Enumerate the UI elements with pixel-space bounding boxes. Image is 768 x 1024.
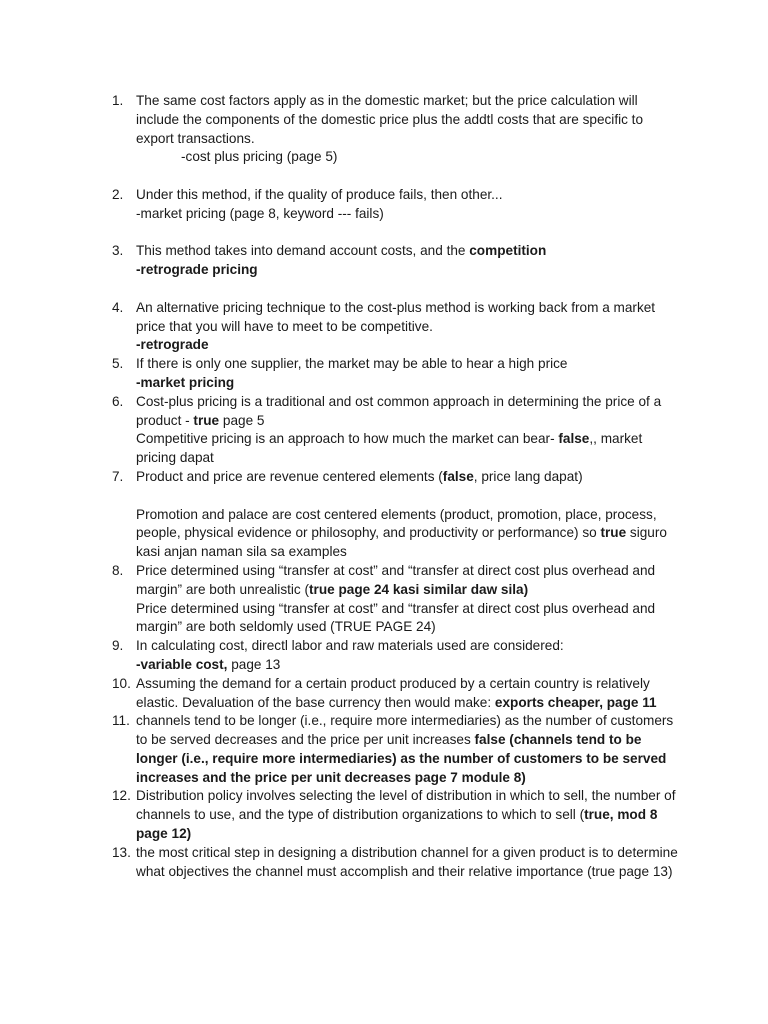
item-text-tail: , price lang dapat) bbox=[473, 468, 583, 484]
item-answer: -cost plus pricing (page 5) bbox=[181, 149, 338, 165]
item-text-plain: Competitive pricing is an approach to how much the market can bear- bbox=[136, 431, 559, 447]
item-number: 10. bbox=[112, 675, 131, 691]
item-number: 12. bbox=[112, 788, 131, 804]
item-text bbox=[136, 675, 682, 713]
item-number: 2. bbox=[112, 186, 124, 202]
item-text: The same cost factors apply as in the domestic market; but the price calculation will include the components of the domestic price plus the addtl costs that are specific to export transactions. bbox=[136, 93, 644, 146]
item-text: Under this method, if the quality of produce fails, then other... bbox=[136, 186, 503, 202]
item-number: 11. bbox=[112, 713, 130, 729]
item-number: 1. bbox=[112, 93, 124, 108]
item-text-bold: false (channels tend to be longer (i.e., require more intermediaries) as the number of customers to be served increases and the price per unit decreases page 7 module 8) bbox=[136, 732, 667, 785]
item-text bbox=[136, 393, 682, 431]
item-answer-tail: page 13 bbox=[227, 656, 281, 672]
item-answer: -retrograde bbox=[136, 337, 209, 353]
list-item bbox=[112, 92, 682, 167]
item-text-bold: true page 24 kasi similar daw sila) bbox=[309, 581, 529, 597]
list-item bbox=[112, 186, 682, 224]
item-text-tail: page 5 bbox=[219, 412, 265, 428]
list-item bbox=[112, 675, 682, 713]
item-text-plain: Distribution policy involves selecting the level of distribution in which to sell, the number of channels to use, and the type of distribution organizations to which to sell ( bbox=[136, 788, 676, 823]
list-item bbox=[112, 393, 682, 468]
item-number: 7. bbox=[112, 468, 124, 484]
item-text-plain: Cost-plus pricing is a traditional and ost common approach in determining the price of a product - bbox=[136, 393, 662, 428]
item-text-bold: false bbox=[442, 468, 474, 484]
item-text-plain: Price determined using “transfer at cost” and “transfer at direct cost plus overhead and margin” are both unrealistic ( bbox=[136, 562, 656, 597]
item-text bbox=[136, 468, 682, 487]
list-item bbox=[112, 242, 682, 280]
item-text: An alternative pricing technique to the cost-plus method is working back from a market price that you will have to meet to be competitive. bbox=[136, 299, 656, 334]
list-item bbox=[112, 844, 682, 882]
item-number: 13. bbox=[112, 844, 131, 860]
item-text bbox=[136, 712, 682, 787]
item-answer-bold: -variable cost, bbox=[136, 656, 228, 672]
item-text-bold: competition bbox=[469, 243, 547, 259]
item-text-plain: channels tend to be longer (i.e., require more intermediaries) as the number of customers to be served decreases and the price per unit increases bbox=[136, 713, 674, 748]
item-text-bold: true bbox=[193, 412, 220, 428]
item-answer: -retrograde pricing bbox=[136, 262, 258, 278]
spacer bbox=[136, 487, 682, 506]
item-text-bold: exports cheaper, page 11 bbox=[494, 694, 657, 710]
item-number: 8. bbox=[112, 562, 124, 578]
item-answer bbox=[136, 656, 682, 675]
item-text bbox=[136, 787, 682, 843]
list-item bbox=[112, 355, 682, 393]
item-text-plain: Promotion and palace are cost centered elements (product, promotion, place, process, people, physical evidence or philosophy, and productivity or performance) so bbox=[136, 506, 657, 541]
item-text-tail: ,, market pricing dapat bbox=[136, 431, 643, 466]
item-text: In calculating cost, directl labor and raw materials used are considered: bbox=[136, 638, 564, 654]
item-answer: -market pricing (page 8, keyword --- fails) bbox=[136, 205, 384, 221]
item-text-2 bbox=[136, 430, 682, 468]
item-text-plain: Product and price are revenue centered elements ( bbox=[136, 468, 443, 484]
item-number: 9. bbox=[112, 638, 124, 654]
list-item bbox=[112, 637, 682, 675]
list-item bbox=[112, 468, 682, 562]
list-item bbox=[112, 299, 682, 355]
item-answer: -market pricing bbox=[136, 374, 235, 390]
item-text bbox=[136, 562, 682, 600]
item-number: 4. bbox=[112, 299, 124, 315]
item-text: the most critical step in designing a distribution channel for a given product is to determine what objectives the channel must accomplish and their relative importance (true page 13) bbox=[136, 844, 678, 879]
item-text-2: Price determined using “transfer at cost” and “transfer at direct cost plus overhead and margin” are both seldomly used (TRUE PAGE 24) bbox=[136, 600, 656, 635]
item-number: 5. bbox=[112, 356, 124, 372]
item-number: 6. bbox=[112, 393, 124, 409]
item-text-tail: siguro kasi anjan naman sila sa examples bbox=[136, 525, 667, 560]
item-text-2 bbox=[136, 506, 682, 562]
item-number: 3. bbox=[112, 243, 124, 259]
item-text-bold: false bbox=[558, 431, 590, 447]
item-text: If there is only one supplier, the market may be able to hear a high price bbox=[136, 356, 568, 372]
item-text-plain: Assuming the demand for a certain product produced by a certain country is relatively elastic. Devaluation of the base currency then would make: bbox=[136, 675, 650, 710]
item-text-plain: This method takes into demand account costs, and the bbox=[136, 243, 470, 259]
item-text bbox=[136, 242, 682, 261]
question-list bbox=[112, 92, 682, 881]
list-item bbox=[112, 787, 682, 843]
item-text-bold: true bbox=[600, 525, 627, 541]
list-item bbox=[112, 562, 682, 637]
item-text-bold: true, mod 8 page 12) bbox=[136, 807, 658, 842]
list-item bbox=[112, 712, 682, 787]
